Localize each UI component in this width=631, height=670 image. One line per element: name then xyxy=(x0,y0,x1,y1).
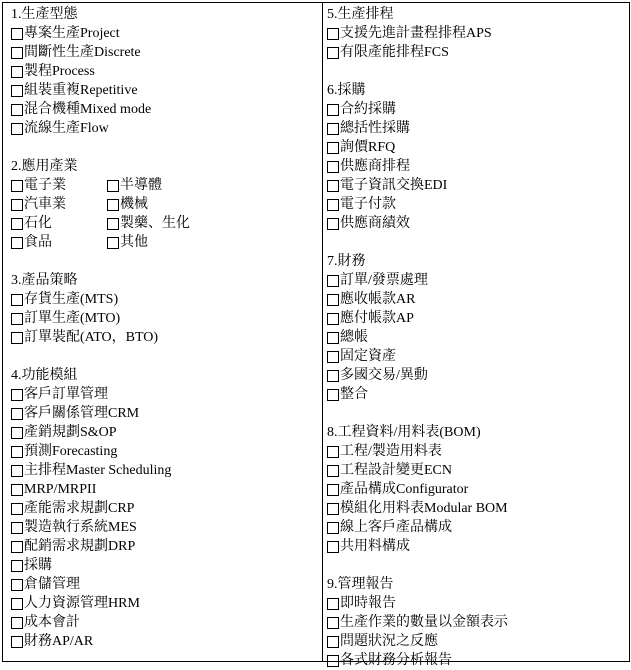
section-heading: 4.功能模組 xyxy=(11,368,78,383)
checkbox-item[interactable] xyxy=(11,442,322,461)
checkbox-label: 工程設計變更ECN xyxy=(340,463,452,478)
section xyxy=(327,252,629,404)
checkbox[interactable] xyxy=(11,560,23,572)
checkbox-item[interactable] xyxy=(11,119,322,138)
checkbox[interactable] xyxy=(11,218,23,230)
checkbox[interactable] xyxy=(327,161,339,173)
checkbox-item[interactable] xyxy=(327,651,629,670)
checkbox-label: 詢價RFQ xyxy=(340,140,396,155)
checkbox[interactable] xyxy=(107,199,119,211)
option-list xyxy=(327,442,629,556)
checkbox-label: 製程Process xyxy=(24,64,95,79)
checkbox-item[interactable] xyxy=(327,309,629,328)
checkbox-item[interactable] xyxy=(327,613,629,632)
checkbox[interactable] xyxy=(327,180,339,192)
checkbox-item[interactable] xyxy=(11,43,322,62)
checkbox-label: 支援先進計畫程排程APS xyxy=(340,26,492,41)
checkbox-item[interactable] xyxy=(327,290,629,309)
checkbox-label: 主排程Master Scheduling xyxy=(24,463,172,478)
checkbox[interactable] xyxy=(327,275,339,287)
checkbox-item[interactable] xyxy=(327,480,629,499)
checkbox-label: 產品構成Configurator xyxy=(340,482,469,497)
checkbox-item[interactable] xyxy=(11,233,107,252)
checkbox-item[interactable] xyxy=(327,328,629,347)
checkbox-label: 採購 xyxy=(24,558,52,573)
checkbox-item[interactable] xyxy=(327,518,629,537)
checkbox-label: 汽車業 xyxy=(24,197,66,212)
checkbox-label: 組裝重複Repetitive xyxy=(24,83,138,98)
checkbox-label: 生產作業的數量以金額表示 xyxy=(340,615,508,630)
section-heading: 5.生產排程 xyxy=(327,7,394,22)
checkbox[interactable] xyxy=(327,503,339,515)
checkbox[interactable] xyxy=(327,389,339,401)
checkbox-label: 各式財務分析報告 xyxy=(340,653,452,668)
checkbox[interactable] xyxy=(327,104,339,116)
checkbox-label: 即時報告 xyxy=(340,596,396,611)
checkbox-label: 流線生產Flow xyxy=(24,121,109,136)
checkbox[interactable] xyxy=(11,294,23,306)
checkbox-item[interactable] xyxy=(107,214,207,233)
checkbox-item[interactable] xyxy=(11,81,322,100)
checkbox[interactable] xyxy=(11,66,23,78)
checkbox-label: 工程/製造用料表 xyxy=(340,444,442,459)
checkbox-item[interactable] xyxy=(11,594,322,613)
checkbox-item[interactable] xyxy=(327,632,629,651)
checkbox-item[interactable] xyxy=(107,176,207,195)
checkbox[interactable] xyxy=(11,503,23,515)
right-column xyxy=(323,3,629,668)
checkbox[interactable] xyxy=(327,351,339,363)
option-list xyxy=(11,290,322,347)
checkbox-label: 供應商績效 xyxy=(340,216,410,231)
checkbox-label: 合約採購 xyxy=(340,102,396,117)
checkbox-item[interactable] xyxy=(11,461,322,480)
checkbox[interactable] xyxy=(11,313,23,325)
checkbox-label: MRP/MRPII xyxy=(24,482,97,497)
checkbox-label: 總括性採購 xyxy=(340,121,410,136)
checkbox[interactable] xyxy=(11,47,23,59)
checkbox-label: 客戶訂單管理 xyxy=(24,387,108,402)
checkbox-label: 配銷需求規劃DRP xyxy=(24,539,136,554)
checkbox-label: 產銷規劃S&OP xyxy=(24,425,117,440)
checkbox-label: 產能需求規劃CRP xyxy=(24,501,135,516)
checkbox[interactable] xyxy=(11,541,23,553)
checkbox-item[interactable] xyxy=(327,271,629,290)
section xyxy=(327,81,629,233)
checkbox-label: 有限產能排程FCS xyxy=(340,45,449,60)
checkbox-label: 專案生產Project xyxy=(24,26,120,41)
checkbox-item[interactable] xyxy=(11,575,322,594)
checkbox-item[interactable] xyxy=(11,100,322,119)
checkbox-item[interactable] xyxy=(327,195,629,214)
checkbox-item[interactable] xyxy=(327,461,629,480)
checkbox[interactable] xyxy=(11,408,23,420)
checkbox-label: 成本會計 xyxy=(24,615,80,630)
checkbox-item[interactable] xyxy=(11,404,322,423)
section xyxy=(11,271,322,347)
section-heading: 2.應用產業 xyxy=(11,159,78,174)
checkbox-item[interactable] xyxy=(107,233,207,252)
checkbox[interactable] xyxy=(327,541,339,553)
checkbox[interactable] xyxy=(327,522,339,534)
checkbox-item[interactable] xyxy=(11,613,322,632)
checkbox-item[interactable] xyxy=(327,24,629,43)
checkbox-label: 電子資訊交換EDI xyxy=(340,178,448,193)
section-heading: 9.管理報告 xyxy=(327,577,394,592)
checkbox[interactable] xyxy=(327,655,339,667)
checklist-table xyxy=(2,2,630,668)
checkbox[interactable] xyxy=(327,332,339,344)
checkbox-item[interactable] xyxy=(11,423,322,442)
option-list xyxy=(11,176,322,252)
checkbox-item[interactable] xyxy=(327,385,629,404)
checkbox-label: 製藥、生化 xyxy=(120,216,190,231)
checkbox-item[interactable] xyxy=(327,176,629,195)
checkbox-label: 線上客戶產品構成 xyxy=(340,520,452,535)
checkbox-label: 問題狀況之反應 xyxy=(340,634,438,649)
option-list xyxy=(327,594,629,670)
checkbox-item[interactable] xyxy=(11,632,322,651)
checkbox-item[interactable] xyxy=(327,594,629,613)
checkbox[interactable] xyxy=(327,123,339,135)
checkbox-item[interactable] xyxy=(327,100,629,119)
checkbox-label: 固定資產 xyxy=(340,349,396,364)
checkbox-item[interactable] xyxy=(327,499,629,518)
checkbox-label: 製造執行系統MES xyxy=(24,520,137,535)
section xyxy=(11,157,322,252)
checkbox-label: 混合機種Mixed mode xyxy=(24,102,152,117)
checkbox-item[interactable] xyxy=(11,214,107,233)
option-list xyxy=(327,100,629,233)
checkbox-label: 電子業 xyxy=(24,178,66,193)
option-list xyxy=(327,271,629,404)
checkbox[interactable] xyxy=(327,142,339,154)
checkbox[interactable] xyxy=(327,617,339,629)
checkbox-item[interactable] xyxy=(11,24,322,43)
option-list xyxy=(327,24,629,62)
checkbox-label: 間斷性生產Discrete xyxy=(24,45,141,60)
checkbox-item[interactable] xyxy=(327,366,629,385)
checkbox[interactable] xyxy=(327,446,339,458)
checkbox-label: 總帳 xyxy=(340,330,368,345)
checkbox[interactable] xyxy=(11,199,23,211)
section xyxy=(327,5,629,62)
checkbox-label: 石化 xyxy=(24,216,52,231)
checkbox[interactable] xyxy=(107,237,119,249)
checkbox[interactable] xyxy=(11,104,23,116)
checkbox-item[interactable] xyxy=(327,43,629,62)
checkbox-item[interactable] xyxy=(327,138,629,157)
checkbox-label: 預測Forecasting xyxy=(24,444,118,459)
option-list xyxy=(11,24,322,138)
checkbox-item[interactable] xyxy=(11,556,322,575)
checkbox[interactable] xyxy=(11,180,23,192)
checkbox-label: 人力資源管理HRM xyxy=(24,596,140,611)
checkbox-item[interactable] xyxy=(11,385,322,404)
checkbox[interactable] xyxy=(11,636,23,648)
checkbox-label: 多國交易/異動 xyxy=(340,368,428,383)
checkbox-item[interactable] xyxy=(11,480,322,499)
checkbox[interactable] xyxy=(327,370,339,382)
checkbox-label: 食品 xyxy=(24,235,52,250)
section-heading: 1.生產型態 xyxy=(11,7,78,22)
checkbox-label: 整合 xyxy=(340,387,368,402)
section-heading: 7.財務 xyxy=(327,254,366,269)
checkbox[interactable] xyxy=(327,47,339,59)
section xyxy=(11,5,322,138)
checkbox-item[interactable] xyxy=(11,290,322,309)
checkbox[interactable] xyxy=(11,427,23,439)
checkbox[interactable] xyxy=(327,313,339,325)
checkbox-label: 模組化用料表Modular BOM xyxy=(340,501,508,516)
checkbox-label: 供應商排程 xyxy=(340,159,410,174)
checkbox-item[interactable] xyxy=(107,195,207,214)
checkbox[interactable] xyxy=(327,598,339,610)
section-heading: 3.產品策略 xyxy=(11,273,78,288)
checkbox[interactable] xyxy=(11,123,23,135)
checkbox[interactable] xyxy=(327,28,339,40)
checkbox[interactable] xyxy=(107,180,119,192)
checkbox-label: 應收帳款AR xyxy=(340,292,416,307)
checkbox[interactable] xyxy=(327,294,339,306)
checkbox-label: 機械 xyxy=(120,197,148,212)
section xyxy=(327,575,629,670)
checkbox[interactable] xyxy=(11,332,23,344)
checkbox-label: 應付帳款AP xyxy=(340,311,414,326)
checkbox-item[interactable] xyxy=(11,518,322,537)
checkbox[interactable] xyxy=(11,579,23,591)
checkbox-label: 訂單裝配(ATO，BTO) xyxy=(24,330,159,345)
checkbox-item[interactable] xyxy=(11,499,322,518)
checkbox[interactable] xyxy=(11,617,23,629)
checkbox-item[interactable] xyxy=(327,442,629,461)
checkbox[interactable] xyxy=(11,28,23,40)
checkbox-item[interactable] xyxy=(327,347,629,366)
checkbox[interactable] xyxy=(11,389,23,401)
checkbox[interactable] xyxy=(327,484,339,496)
checkbox[interactable] xyxy=(11,446,23,458)
checkbox-item[interactable] xyxy=(11,176,107,195)
checkbox-label: 倉儲管理 xyxy=(24,577,80,592)
checkbox-item[interactable] xyxy=(11,195,107,214)
checkbox-label: 訂單生產(MTO) xyxy=(24,311,121,326)
checkbox-item[interactable] xyxy=(327,119,629,138)
section xyxy=(11,366,322,651)
checkbox-label: 存貨生產(MTS) xyxy=(24,292,119,307)
checkbox-item[interactable] xyxy=(11,62,322,81)
checkbox[interactable] xyxy=(11,465,23,477)
checkbox-label: 其他 xyxy=(120,235,148,250)
checkbox-label: 共用料構成 xyxy=(340,539,410,554)
section-heading: 8.工程資料/用料表(BOM) xyxy=(327,425,481,440)
checkbox[interactable] xyxy=(327,465,339,477)
checkbox[interactable] xyxy=(11,598,23,610)
checkbox-item[interactable] xyxy=(327,214,629,233)
checkbox-label: 電子付款 xyxy=(340,197,396,212)
option-list xyxy=(11,385,322,651)
checkbox[interactable] xyxy=(327,636,339,648)
section xyxy=(327,423,629,556)
checkbox-item[interactable] xyxy=(11,328,322,347)
checkbox-item[interactable] xyxy=(11,309,322,328)
checkbox[interactable] xyxy=(107,218,119,230)
checkbox-item[interactable] xyxy=(11,537,322,556)
checkbox[interactable] xyxy=(11,484,23,496)
checkbox[interactable] xyxy=(11,237,23,249)
checkbox-label: 財務AP/AR xyxy=(24,634,94,649)
checkbox-item[interactable] xyxy=(327,537,629,556)
left-column xyxy=(3,3,323,661)
checkbox[interactable] xyxy=(327,218,339,230)
checkbox-label: 訂單/發票處理 xyxy=(340,273,428,288)
checkbox[interactable] xyxy=(11,522,23,534)
checkbox-label: 客戶關係管理CRM xyxy=(24,406,140,421)
checkbox-item[interactable] xyxy=(327,157,629,176)
checkbox[interactable] xyxy=(11,85,23,97)
checkbox[interactable] xyxy=(327,199,339,211)
section-heading: 6.採購 xyxy=(327,83,366,98)
checkbox-label: 半導體 xyxy=(120,178,162,193)
